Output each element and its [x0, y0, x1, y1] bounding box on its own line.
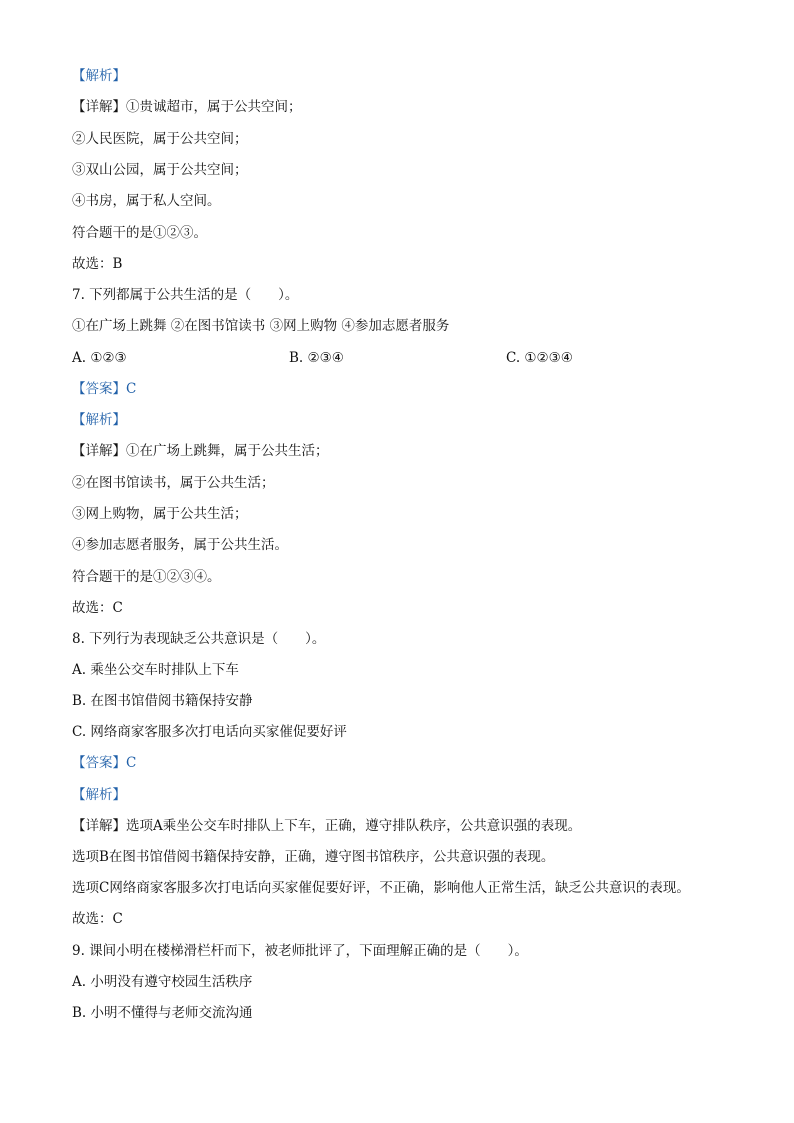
detail-line: ③网上购物，属于公共生活；	[72, 506, 248, 522]
q8-option-b: B. 在图书馆借阅书籍保持安静	[72, 693, 253, 709]
q7-option-c: C. ①②③④	[506, 350, 573, 366]
choice-line: 故选：C	[72, 600, 123, 616]
answer-heading: 【答案】C	[72, 755, 137, 771]
analysis-heading: 【解析】	[72, 787, 126, 803]
detail-line: ④书房，属于私人空间。	[72, 193, 221, 209]
q7-option-a: A. ①②③	[72, 350, 127, 366]
detail-line: ②人民医院，属于公共空间；	[72, 131, 248, 147]
detail-line: 【详解】选项A乘坐公交车时排队上下车，正确，遵守排队秩序，公共意识强的表现。	[72, 818, 582, 834]
question-8: 8. 下列行为表现缺乏公共意识是（ ）。	[72, 631, 326, 647]
detail-line: 选项B在图书馆借阅书籍保持安静，正确，遵守图书馆秩序，公共意识强的表现。	[72, 849, 555, 865]
answer-heading: 【答案】C	[72, 381, 137, 397]
detail-line: ②在图书馆读书，属于公共生活；	[72, 475, 275, 491]
detail-line: 【详解】①在广场上跳舞，属于公共生活；	[72, 443, 329, 459]
conclusion-line: 符合题干的是①②③④。	[72, 569, 221, 585]
analysis-heading: 【解析】	[72, 412, 126, 428]
analysis-heading: 【解析】	[72, 68, 126, 84]
q8-option-c: C. 网络商家客服多次打电话向买家催促要好评	[72, 724, 347, 740]
question-7-items: ①在广场上跳舞 ②在图书馆读书 ③网上购物 ④参加志愿者服务	[72, 318, 450, 334]
detail-line: 【详解】①贵诚超市，属于公共空间；	[72, 99, 302, 115]
q8-option-a: A. 乘坐公交车时排队上下车	[72, 662, 239, 678]
conclusion-line: 符合题干的是①②③。	[72, 225, 207, 241]
q9-option-a: A. 小明没有遵守校园生活秩序	[72, 974, 253, 990]
choice-line: 故选：B	[72, 256, 123, 272]
detail-line: ③双山公园，属于公共空间；	[72, 162, 248, 178]
choice-line: 故选：C	[72, 911, 123, 927]
question-9: 9. 课间小明在楼梯滑栏杆而下，被老师批评了，下面理解正确的是（ ）。	[72, 943, 528, 959]
detail-line: 选项C网络商家客服多次打电话向买家催促要好评，不正确，影响他人正常生活，缺乏公共意识的表现。	[72, 880, 690, 896]
question-7: 7. 下列都属于公共生活的是（ ）。	[72, 287, 299, 303]
q7-option-b: B. ②③④	[289, 350, 344, 366]
q9-option-b: B. 小明不懂得与老师交流沟通	[72, 1005, 253, 1021]
detail-line: ④参加志愿者服务，属于公共生活。	[72, 537, 288, 553]
